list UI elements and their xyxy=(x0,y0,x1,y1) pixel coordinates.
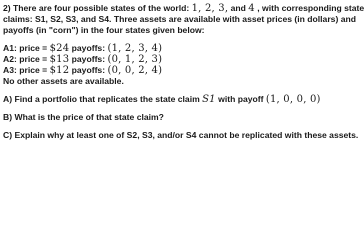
question-c: C) Explain why at least one of S2, S3, and/or S4 cannot be replicated with these assets. xyxy=(3,130,359,140)
asset-a3: A3: price = $12 payoffs: (0, 0, 2, 4) xyxy=(3,65,163,76)
asset-a2-payoffs: (0, 1, 2, 3) xyxy=(107,54,163,65)
asset-a1-price: $24 xyxy=(49,43,70,54)
asset-a1-payoffs: (1, 2, 3, 4) xyxy=(107,43,163,54)
question-b: B) What is the price of that state claim? xyxy=(3,112,164,122)
intro-line-1: 2) There are four possible states of the world: 1, 2, 3, and 4 , with corresponding state xyxy=(3,3,364,14)
state-four-math: 4 xyxy=(248,3,255,14)
question-a-payoff: (1, 0, 0, 0) xyxy=(265,94,321,105)
states-math: 1, 2, 3, xyxy=(191,3,229,14)
question-a: A) Find a portfolio that replicates the state claim S1 with payoff (1, 0, 0, 0) xyxy=(3,94,321,105)
asset-a1: A1: price = $24 payoffs: (1, 2, 3, 4) xyxy=(3,43,163,54)
question-a-claim: S1 xyxy=(202,94,216,105)
no-other-assets: No other assets are available. xyxy=(3,76,124,86)
asset-a3-price: $12 xyxy=(49,65,70,76)
asset-a3-payoffs: (0, 0, 2, 4) xyxy=(107,65,163,76)
asset-a2: A2: price = $13 payoffs: (0, 1, 2, 3) xyxy=(3,54,163,65)
problem-text xyxy=(3,3,364,141)
asset-a2-price: $13 xyxy=(49,54,70,65)
intro-line-2: claims: S1, S2, S3, and S4. Three assets are available with asset prices (in dollars) and xyxy=(3,14,356,24)
intro-line-3: payoffs (in "corn") in the four states given below: xyxy=(3,25,205,35)
